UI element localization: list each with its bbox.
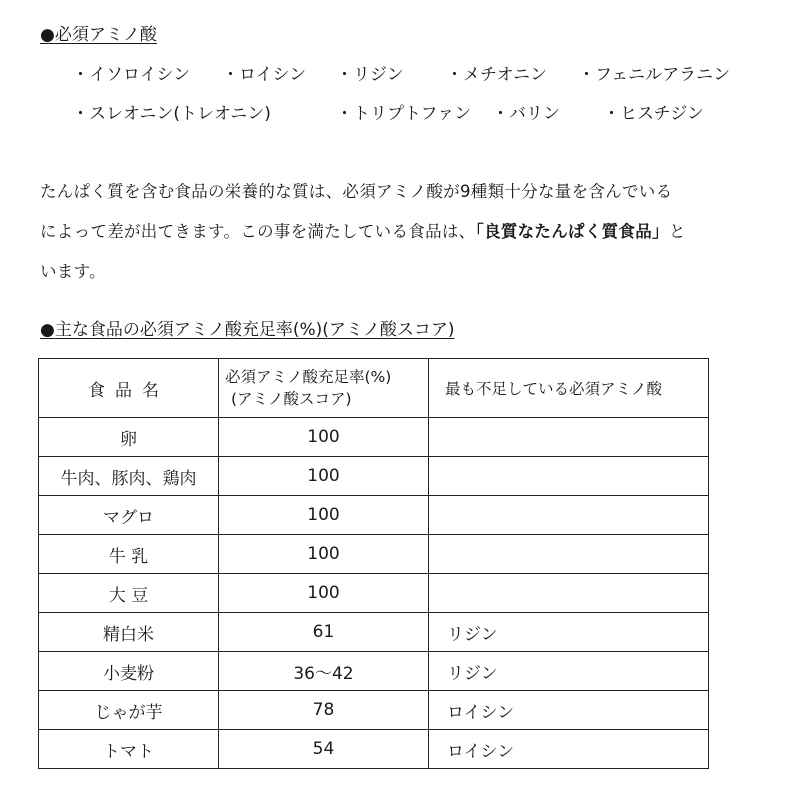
- score-cell: 61: [219, 613, 429, 652]
- table-row: [39, 652, 709, 691]
- limiting-amino-acid-cell: [429, 574, 709, 613]
- limiting-amino-acid-cell: [429, 457, 709, 496]
- header-score-line1: 必須アミノ酸充足率(%): [225, 368, 392, 386]
- header-limiting-amino-acid: 最も不足している必須アミノ酸: [429, 359, 709, 418]
- paragraph-text: と: [668, 222, 686, 241]
- amino-acid-item: ・トリプトファン: [336, 104, 472, 124]
- limiting-amino-acid-cell: ロイシン: [429, 730, 709, 769]
- paragraph-line-1: たんぱく質を含む食品の栄養的な質は、必須アミノ酸が9種類十分な量を含んでいる: [40, 182, 673, 201]
- paragraph-line-3: います。: [40, 262, 106, 281]
- amino-acid-score-heading: [40, 315, 455, 340]
- heading-text: 必須アミノ酸: [54, 25, 157, 45]
- table-row: [39, 535, 709, 574]
- essential-amino-acids-heading: [40, 20, 157, 45]
- table-row: [39, 457, 709, 496]
- score-cell: 78: [219, 691, 429, 730]
- food-name-cell: 牛肉、豚肉、鶏肉: [39, 457, 219, 496]
- amino-acid-score-table: [38, 358, 709, 769]
- emphasis-text: 「良質なたんぱく質食品」: [475, 222, 669, 241]
- header-food-name: 食品名: [39, 359, 219, 418]
- score-cell: 54: [219, 730, 429, 769]
- food-name-cell: 卵: [39, 418, 219, 457]
- amino-acid-item: ・リジン: [336, 65, 404, 85]
- amino-acid-item: ・スレオニン(トレオニン): [72, 104, 271, 124]
- food-name-cell: 精白米: [39, 613, 219, 652]
- limiting-amino-acid-cell: [429, 496, 709, 535]
- food-name-cell: 大 豆: [39, 574, 219, 613]
- table-row: [39, 613, 709, 652]
- table-row: [39, 418, 709, 457]
- limiting-amino-acid-cell: ロイシン: [429, 691, 709, 730]
- amino-acid-item: ・ヒスチジン: [603, 104, 704, 124]
- score-cell: 100: [219, 574, 429, 613]
- table-row: [39, 730, 709, 769]
- limiting-amino-acid-cell: [429, 535, 709, 574]
- paragraph-text: によって差が出てきます。この事を満たしている食品は、: [40, 222, 476, 241]
- heading-text: 主な食品の必須アミノ酸充足率(%)(アミノ酸スコア): [54, 320, 455, 340]
- paragraph-line-2: [40, 218, 686, 242]
- table-row: [39, 691, 709, 730]
- amino-acid-item: ・イソロイシン: [72, 65, 191, 85]
- amino-acid-item: ・フェニルアラニン: [578, 65, 731, 85]
- score-cell: 100: [219, 496, 429, 535]
- table-header-row: [39, 359, 709, 418]
- table-row: [39, 574, 709, 613]
- header-score: [219, 359, 429, 418]
- limiting-amino-acid-cell: [429, 418, 709, 457]
- food-name-cell: マグロ: [39, 496, 219, 535]
- limiting-amino-acid-cell: リジン: [429, 613, 709, 652]
- score-cell: 36〜42: [219, 652, 429, 691]
- food-name-cell: じゃが芋: [39, 691, 219, 730]
- amino-acid-item: ・メチオニン: [446, 65, 547, 85]
- score-cell: 100: [219, 418, 429, 457]
- limiting-amino-acid-cell: リジン: [429, 652, 709, 691]
- amino-acid-item: ・バリン: [492, 104, 560, 124]
- score-cell: 100: [219, 535, 429, 574]
- header-score-line2: (アミノ酸スコア): [231, 390, 352, 408]
- table-row: [39, 496, 709, 535]
- food-name-cell: トマト: [39, 730, 219, 769]
- score-cell: 100: [219, 457, 429, 496]
- food-name-cell: 小麦粉: [39, 652, 219, 691]
- food-name-cell: 牛 乳: [39, 535, 219, 574]
- amino-acid-item: ・ロイシン: [222, 65, 307, 85]
